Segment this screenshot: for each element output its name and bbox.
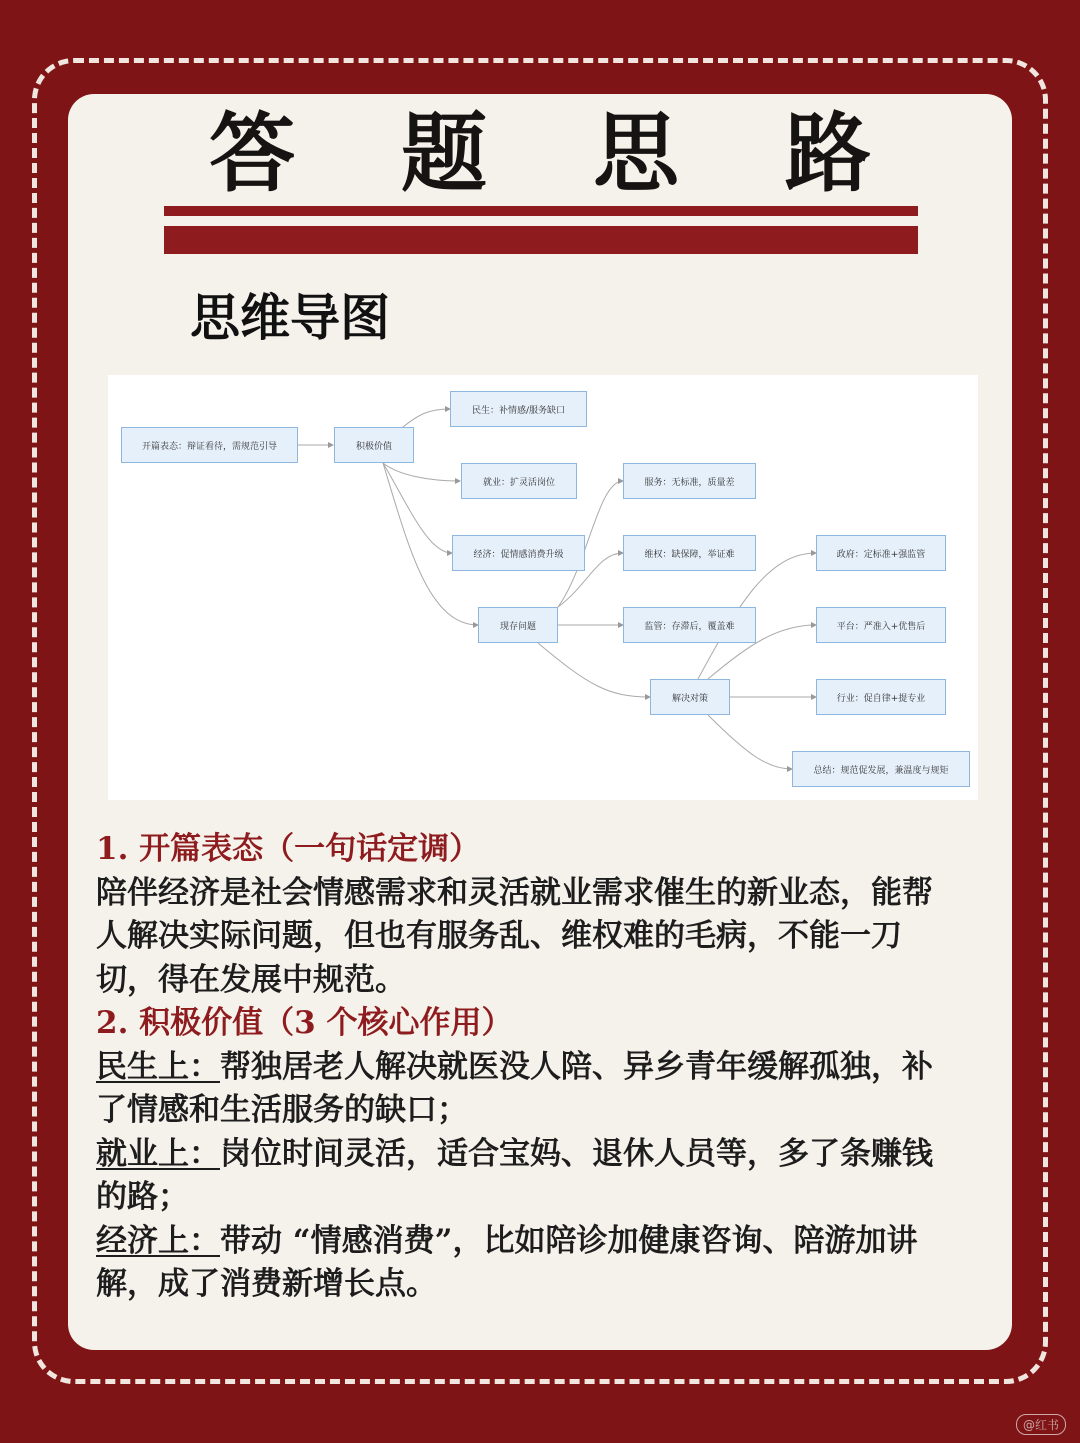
- node-opening: 开篇表态：辩证看待，需规范引导: [121, 427, 298, 463]
- node-employment: 就业：扩灵活岗位: [461, 463, 577, 499]
- value-item-economy: [96, 1220, 956, 1307]
- value-item-employment-label: 就业上：: [96, 1135, 220, 1172]
- title-divider-thin: [164, 206, 918, 216]
- edge-positive-employment: [383, 463, 460, 481]
- section-1-title: 1. 开篇表态（一句话定调）: [96, 831, 481, 867]
- node-summary: 总结：规范促发展，兼温度与规矩: [792, 751, 970, 787]
- node-problems: 现存问题: [478, 607, 558, 643]
- value-item-economy-label: 经济上：: [96, 1222, 220, 1259]
- title-divider-thick: [164, 226, 918, 254]
- edge-positive-economy: [383, 463, 452, 553]
- section-1-text: 陪伴经济是社会情感需求和灵活就业需求催生的新业态，能帮人解决实际问题，但也有服务乱、维权难的毛病，不能一刀切，得在发展中规范。: [96, 874, 933, 998]
- edge-problems-solutions: [538, 643, 650, 697]
- value-item-employment: [96, 1133, 956, 1220]
- node-economy: 经济：促情感消费升级: [452, 535, 585, 571]
- node-positive-value: 积极价值: [334, 427, 414, 463]
- node-industry: 行业：促自律+提专业: [816, 679, 946, 715]
- node-platform: 平台：严准入+优售后: [816, 607, 946, 643]
- node-livelihood: 民生：补情感/服务缺口: [450, 391, 587, 427]
- page-title: 答 题 思 路: [209, 104, 909, 204]
- section-2-title: 2. 积极价值（3 个核心作用）: [96, 1005, 513, 1041]
- node-rights: 维权：缺保障，举证难: [623, 535, 756, 571]
- watermark: @红书: [1016, 1414, 1066, 1435]
- node-solutions: 解决对策: [650, 679, 730, 715]
- value-item-employment-text: 岗位时间灵活，适合宝妈、退休人员等，多了条赚钱的路；: [96, 1135, 933, 1215]
- value-item-livelihood-text: 帮独居老人解决就医没人陪、异乡青年缓解孤独，补了情感和生活服务的缺口；: [96, 1048, 933, 1128]
- mind-map: [108, 375, 978, 800]
- section-heading-mindmap: 思维导图: [190, 289, 390, 347]
- node-service: 服务：无标准，质量差: [623, 463, 756, 499]
- value-item-livelihood-label: 民生上：: [96, 1048, 220, 1085]
- edge-positive-livelihood: [403, 409, 450, 427]
- value-item-economy-text: 带动 “情感消费”，比如陪诊加健康咨询、陪游加讲解，成了消费新增长点。: [96, 1222, 918, 1302]
- edge-solutions-summary: [708, 715, 792, 769]
- node-supervision: 监管：存滞后，覆盖难: [623, 607, 756, 643]
- value-item-livelihood: [96, 1046, 956, 1133]
- node-government: 政府：定标准+强监管: [816, 535, 946, 571]
- answer-text: [96, 828, 956, 1307]
